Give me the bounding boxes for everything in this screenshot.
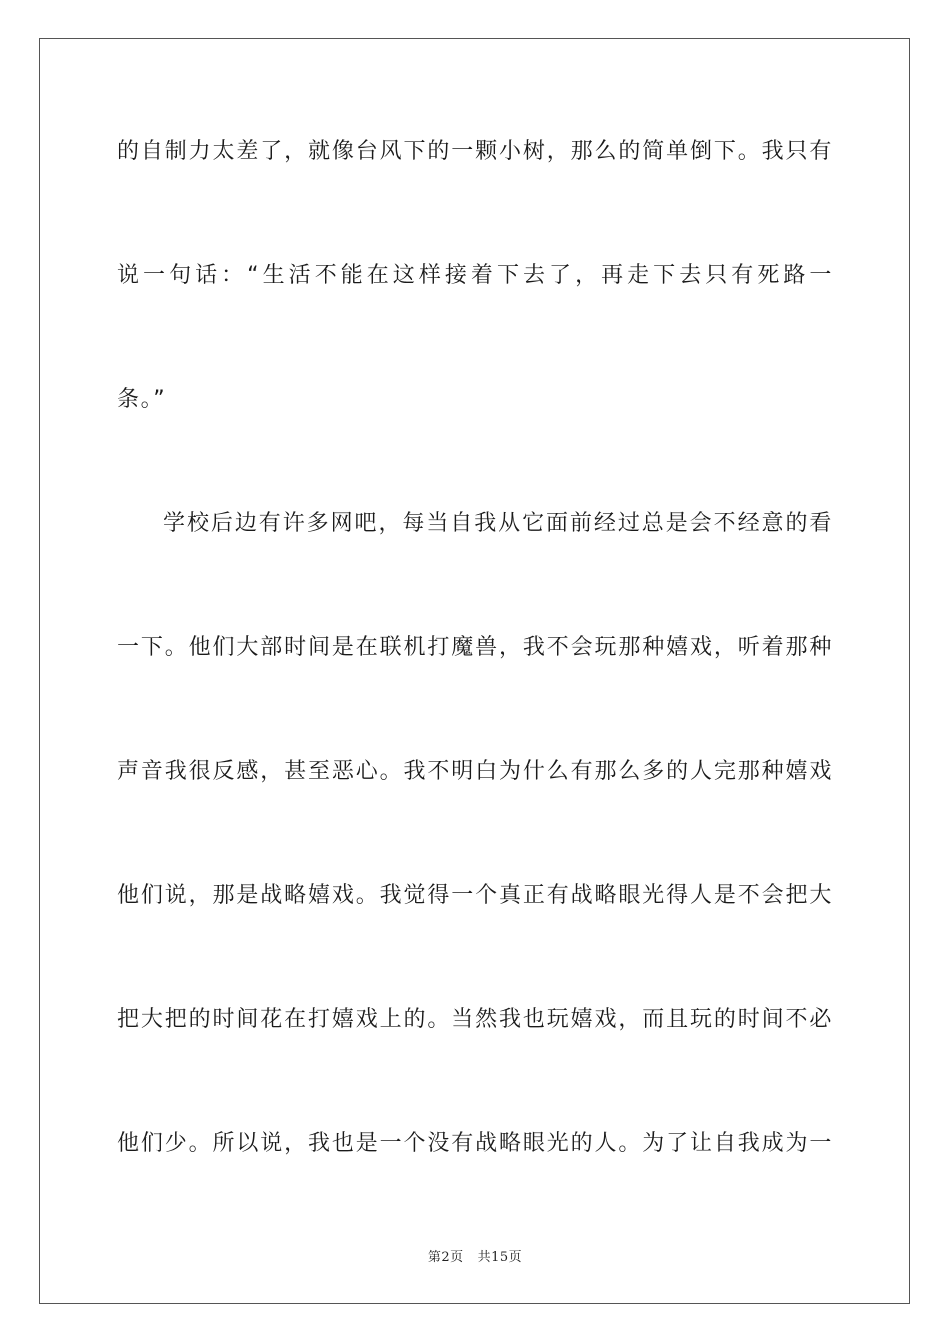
text-line-1: 的自制力太差了，就像台风下的一颗小树，那么的简单倒下。我只有 bbox=[117, 139, 833, 164]
text-line-9: 他们少。所以说，我也是一个没有战略眼光的人。为了让自我成为一 bbox=[117, 1131, 833, 1156]
page-footer bbox=[0, 1246, 950, 1265]
text-line-3: 条。” bbox=[117, 387, 167, 412]
text-line-4: 学校后边有许多网吧，每当自我从它面前经过总是会不经意的看 bbox=[163, 511, 833, 536]
text-line-8: 把大把的时间花在打嬉戏上的。当然我也玩嬉戏，而且玩的时间不必 bbox=[117, 1007, 833, 1032]
page-frame bbox=[39, 38, 910, 1304]
text-line-6: 声音我很反感，甚至恶心。我不明白为什么有那么多的人完那种嬉戏 bbox=[117, 759, 833, 784]
page-total: 共15页 bbox=[477, 1250, 523, 1265]
text-line-2: 说一句话：“生活不能在这样接着下去了，再走下去只有死路一 bbox=[117, 263, 833, 288]
text-line-5: 一下。他们大部时间是在联机打魔兽，我不会玩那种嬉戏，听着那种 bbox=[117, 635, 833, 660]
text-line-7: 他们说，那是战略嬉戏。我觉得一个真正有战略眼光得人是不会把大 bbox=[117, 883, 833, 908]
page-number: 第2页 bbox=[427, 1250, 464, 1265]
